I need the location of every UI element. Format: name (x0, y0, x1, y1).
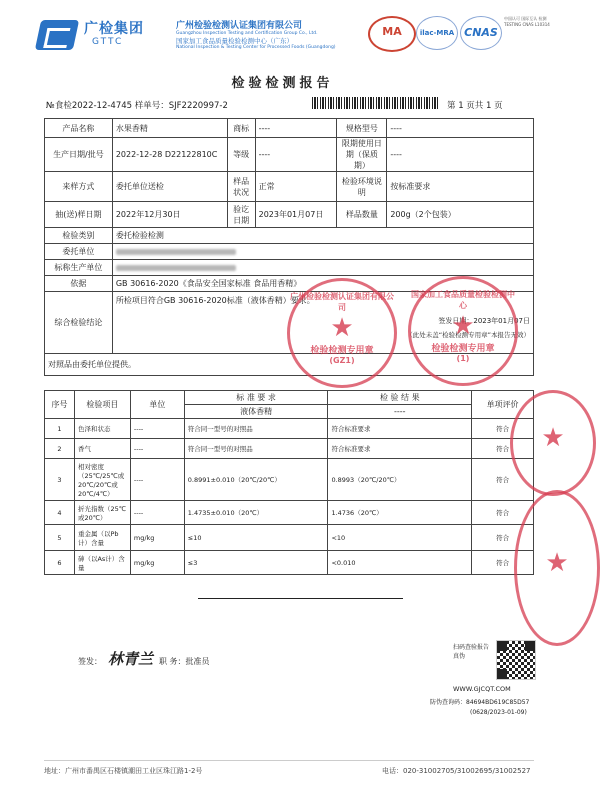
row-no: 6 (45, 551, 75, 575)
row-std: ≤3 (184, 551, 328, 575)
page-number: 第 1 页共 1 页 (447, 101, 503, 111)
row-unit: mg/kg (130, 525, 184, 551)
row-result: <0.010 (328, 551, 472, 575)
row-eval: 符合 (472, 551, 534, 575)
seam-stamp-top (510, 390, 596, 496)
client-value-redacted (112, 244, 533, 260)
row-result: 符合标准要求 (328, 419, 472, 439)
sign-date: 签发日期：2023年01月07日 (438, 317, 530, 325)
row-unit: ---- (130, 419, 184, 439)
product-name-label: 产品名称 (45, 119, 113, 138)
reference-note: 对照品由委托单位提供。 (45, 354, 534, 376)
maker-value-redacted (112, 260, 533, 276)
row-eval: 符合 (472, 525, 534, 551)
row-no: 2 (45, 439, 75, 459)
table-row (45, 459, 534, 501)
institution-cn: 广州检验检测认证集团有限公司 (176, 21, 303, 31)
result-subheader: ---- (328, 405, 472, 419)
basis-label: 依据 (45, 276, 113, 292)
row-std: ≤10 (184, 525, 328, 551)
row-std: 符合同一型号的对照品 (184, 439, 328, 459)
institution-cn2: 国家加工食品质量检验检测中心（广东） (176, 37, 293, 45)
table-row (45, 501, 534, 525)
table-row (45, 439, 534, 459)
row-eval: 符合 (472, 419, 534, 439)
expiry-label: 限期使用日期（保质期） (337, 138, 387, 172)
row-item: 砷（以As计）含量 (74, 551, 130, 575)
batch-label: 生产日期/批号 (45, 138, 113, 172)
row-result: 0.8993（20℃/20℃） (328, 459, 472, 501)
gttc-logo (38, 18, 166, 52)
table-row (45, 551, 534, 575)
row-result: <10 (328, 525, 472, 551)
brand-en: GTTC (92, 37, 124, 47)
institution-en: Guangzhou Inspection Testing and Certification Group Co., Ltd. (176, 31, 318, 36)
row-std: 0.8991±0.010（20℃/20℃） (184, 459, 328, 501)
issuer-row (78, 648, 210, 669)
row-unit: ---- (130, 439, 184, 459)
col-unit-header: 单位 (130, 391, 184, 419)
row-std: 1.4735±0.010（20℃） (184, 501, 328, 525)
table-row (45, 419, 534, 439)
type-value: 委托检验检测 (112, 228, 533, 244)
row-item: 相对密度（25℃/25℃或20℃/20℃或20℃/4℃） (74, 459, 130, 501)
type-label: 检验类别 (45, 228, 113, 244)
sample-date-label: 抽(送)样日期 (45, 202, 113, 228)
cma-mark-icon: MA (368, 16, 416, 52)
end-line (198, 598, 403, 599)
stamp1-arc: 广州检验检测认证集团有限公司 (290, 292, 394, 312)
spec-label: 规格型号 (337, 119, 387, 138)
verify-date-label: 验讫日期 (227, 202, 255, 228)
anti-fake-code: 防伪查询码：84694BD619C85D57 (430, 699, 530, 706)
stamp1-bottom: 检验检测专用章 (310, 346, 374, 356)
col-eval-header: 单项评价 (472, 391, 534, 419)
stamp2-arc: 国家加工食品质量检验检测中心 (411, 290, 515, 310)
col-result-header: 检 验 结 果 (328, 391, 472, 405)
gttc-logo-mark-icon (35, 20, 79, 50)
stamp2-bottom: 检验检测专用章 (431, 344, 495, 354)
qr-label: 扫码查验报告真伪 (453, 644, 490, 660)
footer-divider (44, 760, 534, 761)
env-value: 按标准要求 (387, 172, 534, 202)
col-item-header: 检验项目 (74, 391, 130, 419)
issuer-role: 职 务：批准员 (159, 657, 210, 666)
product-name: 水果香精 (112, 119, 227, 138)
brand-value: ---- (255, 119, 337, 138)
col-no-header: 序号 (45, 391, 75, 419)
col-std-header: 标 准 要 求 (184, 391, 328, 405)
row-result: 符合标准要求 (328, 439, 472, 459)
institution-names (176, 18, 346, 50)
row-eval: 符合 (472, 501, 534, 525)
star-icon: ★ (330, 313, 354, 343)
table-row (45, 525, 534, 551)
row-no: 3 (45, 459, 75, 501)
client-label: 委托单位 (45, 244, 113, 260)
star-icon: ★ (451, 311, 475, 341)
expiry-value: ---- (387, 138, 534, 172)
sample-state-value: 正常 (255, 172, 337, 202)
small-code: (0628/2023-01-09) (470, 709, 527, 716)
row-item: 折光指数（25℃或20℃） (74, 501, 130, 525)
row-no: 1 (45, 419, 75, 439)
qr-code-icon[interactable] (496, 640, 536, 680)
std-subheader: 液体香精 (184, 405, 328, 419)
env-label: 检验环境说明 (337, 172, 387, 202)
star-icon: ★ (545, 548, 569, 578)
row-item: 重金属（以Pb计）含量 (74, 525, 130, 551)
institution-en2: National Inspection & Testing Center for Processed Foods (Guangdong) (176, 45, 336, 50)
stamp1-code: (GZ1) (329, 356, 355, 365)
spec-value: ---- (387, 119, 534, 138)
verify-date-value: 2023年01月07日 (255, 202, 337, 228)
inspection-stamp-gz1 (287, 278, 397, 388)
report-number: №食检2022-12-4745 样单号：SJF2220997-2 (46, 101, 228, 111)
maker-label: 标称生产单位 (45, 260, 113, 276)
row-no: 4 (45, 501, 75, 525)
issuer-signature: 林青兰 (108, 650, 154, 668)
row-std: 符合同一型号的对照品 (184, 419, 328, 439)
website: WWW.GJCQT.COM (453, 685, 511, 693)
row-eval: 符合 (472, 439, 534, 459)
sampling-value: 委托单位送检 (112, 172, 227, 202)
batch-value: 2022-12-28 D22122810C (112, 138, 227, 172)
seam-stamp-bottom (514, 490, 600, 646)
row-item: 香气 (74, 439, 130, 459)
sampling-label: 来样方式 (45, 172, 113, 202)
grade-label: 等级 (227, 138, 255, 172)
barcode-icon (312, 97, 440, 109)
cnas-mark-icon: CNAS (460, 16, 502, 50)
row-unit: mg/kg (130, 551, 184, 575)
row-result: 1.4736（20℃） (328, 501, 472, 525)
row-unit: ---- (130, 459, 184, 501)
sample-date-value: 2022年12月30日 (112, 202, 227, 228)
conclusion-label: 综合检验结论 (45, 292, 113, 354)
results-table (44, 390, 534, 575)
inspection-stamp-1 (408, 276, 518, 386)
sample-state-label: 样品状况 (227, 172, 255, 202)
row-item: 色泽和状态 (74, 419, 130, 439)
star-icon: ★ (541, 423, 565, 453)
brand-cn: 广检集团 (84, 21, 144, 37)
report-title: 检验检测报告 (231, 76, 334, 91)
row-unit: ---- (130, 501, 184, 525)
conclusion-text: 所检项目符合GB 30616-2020标准（液体香精）要求。 (115, 296, 315, 305)
address: 地址：广州市番禺区石楼镇潮田工业区珠江路1-2号 (44, 767, 203, 775)
basis-value: GB 30616-2020《食品安全国家标准 食品用香精》 (112, 276, 533, 292)
row-eval: 符合 (472, 459, 534, 501)
row-no: 5 (45, 525, 75, 551)
grade-value: ---- (255, 138, 337, 172)
quantity-value: 200g（2个包装） (387, 202, 534, 228)
stamp2-code: (1) (456, 354, 470, 363)
phone: 电话：020-31002705/31002695/31002527 (382, 767, 531, 775)
brand-label: 商标 (227, 119, 255, 138)
quantity-label: 样品数量 (337, 202, 387, 228)
issuer-label: 签发： (78, 657, 102, 666)
cnas-note: 中国认可 国际互认 检测 TESTING CNAS L10314 (504, 16, 550, 27)
ilac-mark-icon: ilac-MRA (416, 16, 458, 50)
sign-note: （此处未盖“检验检测专用章”本报告无效） (406, 331, 530, 339)
